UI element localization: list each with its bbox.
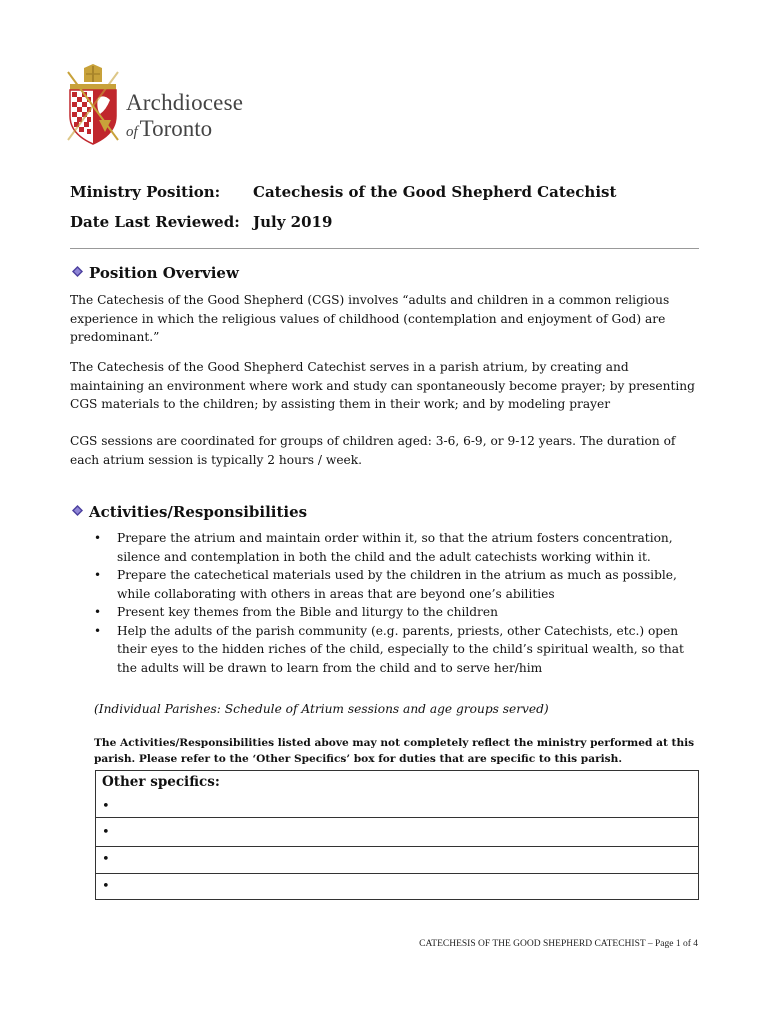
diamond-bullet-icon	[72, 505, 83, 516]
activities-title: Activities/Responsibilities	[89, 503, 308, 521]
list-item	[92, 529, 704, 566]
specifics-row-divider	[96, 873, 698, 874]
header-divider	[70, 248, 699, 249]
bullet-icon: •	[94, 531, 102, 545]
other-specifics-title: Other specifics:	[102, 774, 220, 790]
ministry-position-label: Ministry Position:	[70, 183, 221, 201]
specifics-row-divider	[96, 846, 698, 847]
bullet-icon: •	[94, 623, 102, 638]
list-item	[92, 603, 704, 622]
ministry-position-value: Catechesis of the Good Shepherd Catechist	[253, 183, 617, 201]
logo-toronto-text	[126, 116, 212, 142]
bullet-icon: •	[94, 568, 102, 582]
specifics-bullet-1[interactable]: •	[102, 799, 110, 814]
logo-of-text: of	[126, 124, 138, 140]
disclaimer-text: The Activities/Responsibilities listed above may not completely reflect the ministry performed at this parish. Please refer to the ‘Other Specifics’ box for duties that are specific to this parish.	[94, 737, 695, 765]
page-footer: CATECHESIS OF THE GOOD SHEPHERD CATECHIST – Page 1 of 4	[419, 939, 698, 949]
overview-paragraph-3: CGS sessions are coordinated for groups of children aged: 3-6, 6-9, or 9-12 years. The duration of each atrium session is typically 2 hours / week.	[70, 434, 676, 467]
other-specifics-box	[95, 770, 699, 900]
overview-paragraph-2: The Catechesis of the Good Shepherd Catechist serves in a parish atrium, by creating and maintaining an environment where work and study can spontaneously become prayer; by presenting CGS materials to the children; by assisting them in their work; and by modeling prayer	[70, 360, 695, 411]
date-reviewed-value: July 2019	[253, 213, 333, 231]
activities-list	[92, 529, 704, 677]
bullet-icon: •	[94, 605, 102, 619]
activity-text: Help the adults of the parish community (e.g. parents, priests, other Catechists, etc.) open their eyes to the hidden riches of the child, especially to the child’s spiritual wealth, so that the adults will be drawn to learn from the child and to serve her/him	[117, 623, 684, 675]
parish-schedule-note: (Individual Parishes: Schedule of Atrium sessions and age groups served)	[94, 702, 549, 716]
list-item	[92, 622, 704, 678]
overview-paragraph-1: The Catechesis of the Good Shepherd (CGS) involves “adults and children in a common religious experience in which the religious values of childhood (contemplation and enjoyment of God) are predominant.”	[70, 293, 670, 344]
activity-text: Prepare the atrium and maintain order within it, so that the atrium fosters concentration, silence and contemplation in both the child and the adult catechists working within it.	[117, 531, 673, 564]
specifics-row-divider	[96, 817, 698, 818]
archdiocese-logo	[66, 64, 266, 146]
logo-archdiocese-text: Archdiocese	[126, 90, 244, 115]
list-item	[92, 566, 704, 603]
position-overview-title: Position Overview	[89, 264, 239, 282]
activity-text: Prepare the catechetical materials used by the children in the atrium as much as possible, while collaborating with others in areas that are beyond one’s abilities	[117, 568, 677, 601]
diamond-bullet-icon	[72, 266, 83, 277]
specifics-bullet-4[interactable]: •	[102, 879, 110, 894]
position-overview-heading	[72, 264, 239, 282]
activity-text: Present key themes from the Bible and liturgy to the children	[117, 605, 498, 619]
crest-icon	[66, 64, 120, 146]
activities-heading	[72, 503, 307, 521]
date-reviewed-label: Date Last Reviewed:	[70, 213, 240, 231]
specifics-bullet-3[interactable]: •	[102, 852, 110, 867]
logo-name-text: Toronto	[139, 116, 213, 141]
specifics-bullet-2[interactable]: •	[102, 825, 110, 840]
